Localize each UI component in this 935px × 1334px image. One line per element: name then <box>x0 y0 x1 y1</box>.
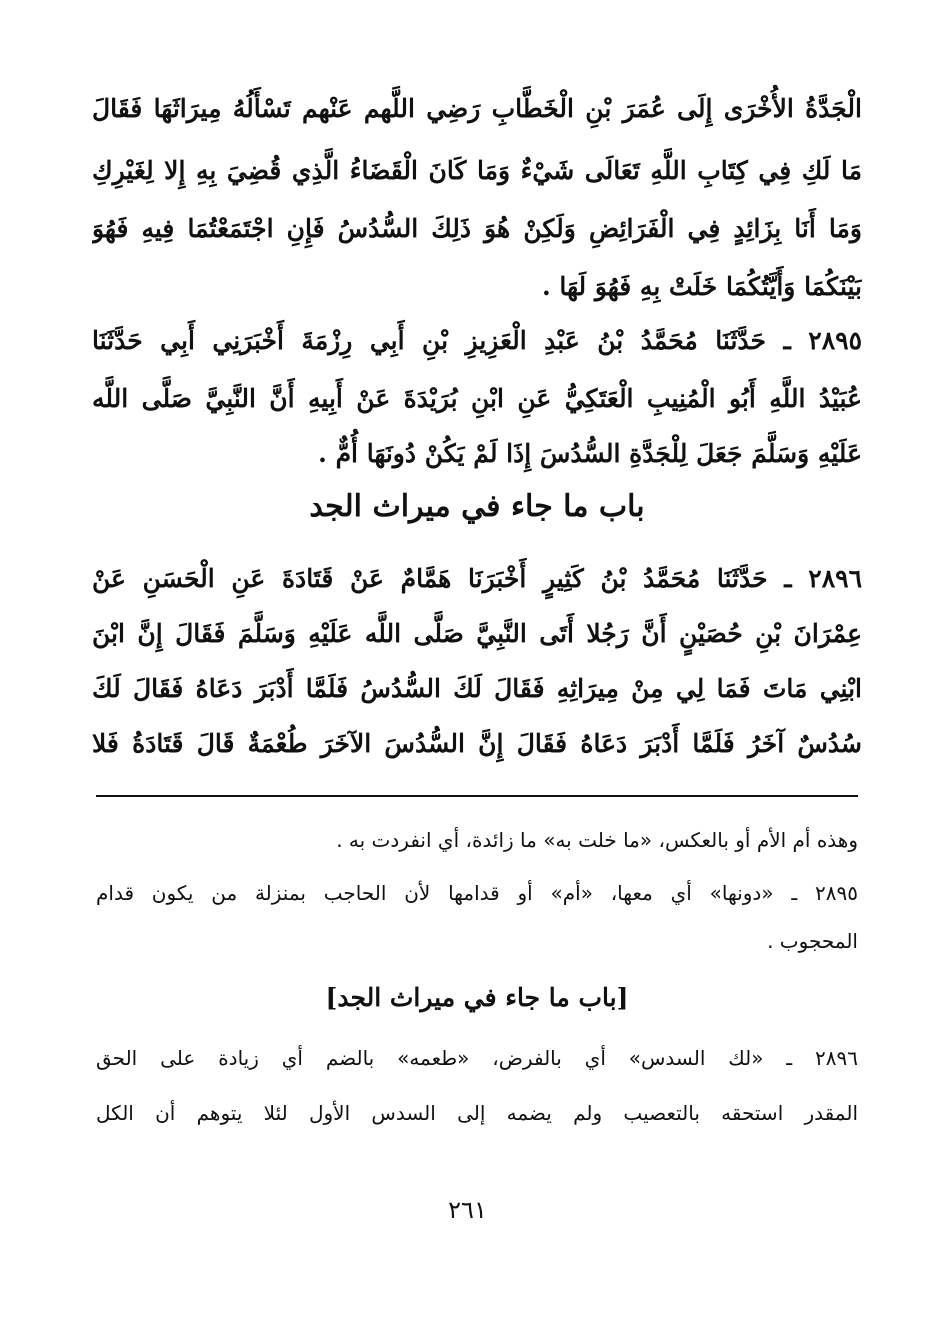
footnote-2896-line-2: المقدر استحقه بالتعصيب ولم يضمه إلى السدس الأول لئلا يتوهم أن الكل <box>96 1101 858 1125</box>
hadith-2896-line-4: سُدُسٌ آخَرُ فَلَمَّا أَدْبَرَ دَعَاهُ فَقَالَ إِنَّ السُّدُسَ الآخَرَ طُعْمَةٌ قَالَ قَتَادَةُ فَلا <box>92 729 862 758</box>
footnote-2894-line-1: وهذه أم الأم أو بالعكس، «ما خلت به» ما زائدة، أي انفردت به . <box>336 828 858 852</box>
footnote-2895-line-1: ٢٨٩٥ ـ «دونها» أي معها، «أم» أو قدامها لأن الحاجب بمنزلة من يكون قدام <box>96 881 858 905</box>
hadith-2894-line-3: وَمَا أَنَا بِزَائِدٍ فِي الْفَرَائِضِ وَلَكِنْ هُوَ ذَلِكَ السُّدُسُ فَإِنِ اجْتَمَعْتُمَا فِيهِ فَهُوَ <box>92 214 862 243</box>
hadith-2895-line-3: عَلَيْهِ وَسَلَّمَ جَعَلَ لِلْجَدَّةِ السُّدُسَ إِذَا لَمْ يَكُنْ دُونَهَا أُمٌّ . <box>318 439 862 468</box>
hadith-2895-line-1: ٢٨٩٥ ـ حَدَّثَنَا مُحَمَّدُ بْنُ عَبْدِ الْعَزِيزِ بْنِ أَبِي رِزْمَةَ أَخْبَرَنِي أَبِي حَدَّثَنَا <box>92 326 862 355</box>
hadith-2894-line-4: بَيْنَكُمَا وَأَيَّتُكُمَا خَلَتْ بِهِ فَهُوَ لَهَا . <box>541 272 862 301</box>
page-number: ٢٦١ <box>448 1196 487 1224</box>
hadith-2894-line-2: مَا لَكِ فِي كِتَابِ اللَّهِ تَعَالَى شَيْءٌ وَمَا كَانَ الْقَضَاءُ الَّذِي قُضِيَ بِهِ إِلا لِغَيْرِكِ <box>92 156 862 185</box>
hadith-2896-line-3: ابْنِي مَاتَ فَمَا لِي مِنْ مِيرَاثِهِ فَقَالَ لَكَ السُّدُسُ فَلَمَّا أَدْبَرَ دَعَاهُ فَقَالَ لَكَ <box>92 674 862 703</box>
hadith-2894-line-1: الْجَدَّةُ الأُخْرَى إِلَى عُمَرَ بْنِ الْخَطَّابِ رَضِي اللَّهم عَنْهم تَسْأَلُهُ مِيرَاثَهَا فَقَالَ <box>92 94 862 123</box>
footnote-divider <box>96 795 858 797</box>
hadith-2896-line-1: ٢٨٩٦ ـ حَدَّثَنَا مُحَمَّدُ بْنُ كَثِيرٍ أَخْبَرَنَا هَمَّامٌ عَنْ قَتَادَةَ عَنِ الْحَسَنِ عَنْ <box>92 564 862 593</box>
hadith-2895-line-2: عُبَيْدُ اللَّهِ أَبُو الْمُنِيبِ الْعَتَكِيُّ عَنِ ابْنِ بُرَيْدَةَ عَنْ أَبِيهِ أَنَّ النَّبِيَّ صَلَّى اللَّه <box>92 384 862 413</box>
chapter-heading: باب ما جاء في ميراث الجد <box>309 489 645 524</box>
hadith-2896-line-2: عِمْرَانَ بْنِ حُصَيْنٍ أَنَّ رَجُلا أَتَى النَّبِيَّ صَلَّى اللَّه عَلَيْهِ وَسَلَّمَ فَقَالَ إِنَّ ابْنَ <box>92 619 862 648</box>
footnote-chapter-heading: [باب ما جاء في ميراث الجد] <box>325 983 629 1012</box>
footnote-2896-line-1: ٢٨٩٦ ـ «لك السدس» أي بالفرض، «طعمه» بالضم أي زيادة على الحق <box>96 1046 858 1070</box>
footnote-2895-line-2: المحجوب . <box>767 929 858 953</box>
